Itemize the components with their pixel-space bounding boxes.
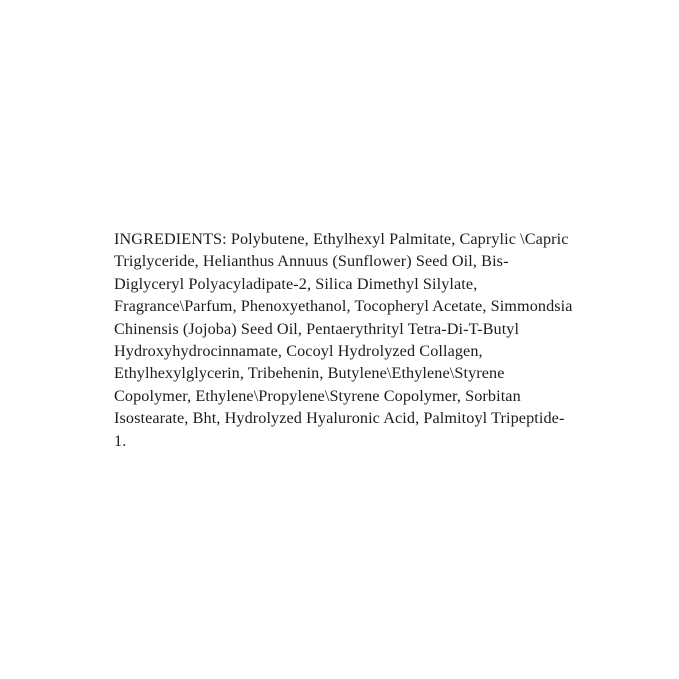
ingredients-section bbox=[114, 228, 577, 452]
ingredients-paragraph: INGREDIENTS: Polybutene, Ethylhexyl Palmitate, Caprylic \Capric Triglyceride, Helianthus Annuus (Sunflower) Seed Oil, Bis-Diglyceryl Polyacyladipate-2, Silica Dimethyl Silylate, Fragrance\Parfum, Phenoxyethanol, Tocopheryl Acetate, Simmondsia Chinensis (Jojoba) Seed Oil, Pentaerythrityl Tetra-Di-T-Butyl Hydroxyhydrocinnamate, Cocoyl Hydrolyzed Collagen, Ethylhexylglycerin, Tribehenin, Butylene\Ethylene\Styrene Copolymer, Ethylene\Propylene\Styrene Copolymer, Sorbitan Isostearate, Bht, Hydrolyzed Hyaluronic Acid, Palmitoyl Tripeptide-1. bbox=[114, 230, 577, 450]
